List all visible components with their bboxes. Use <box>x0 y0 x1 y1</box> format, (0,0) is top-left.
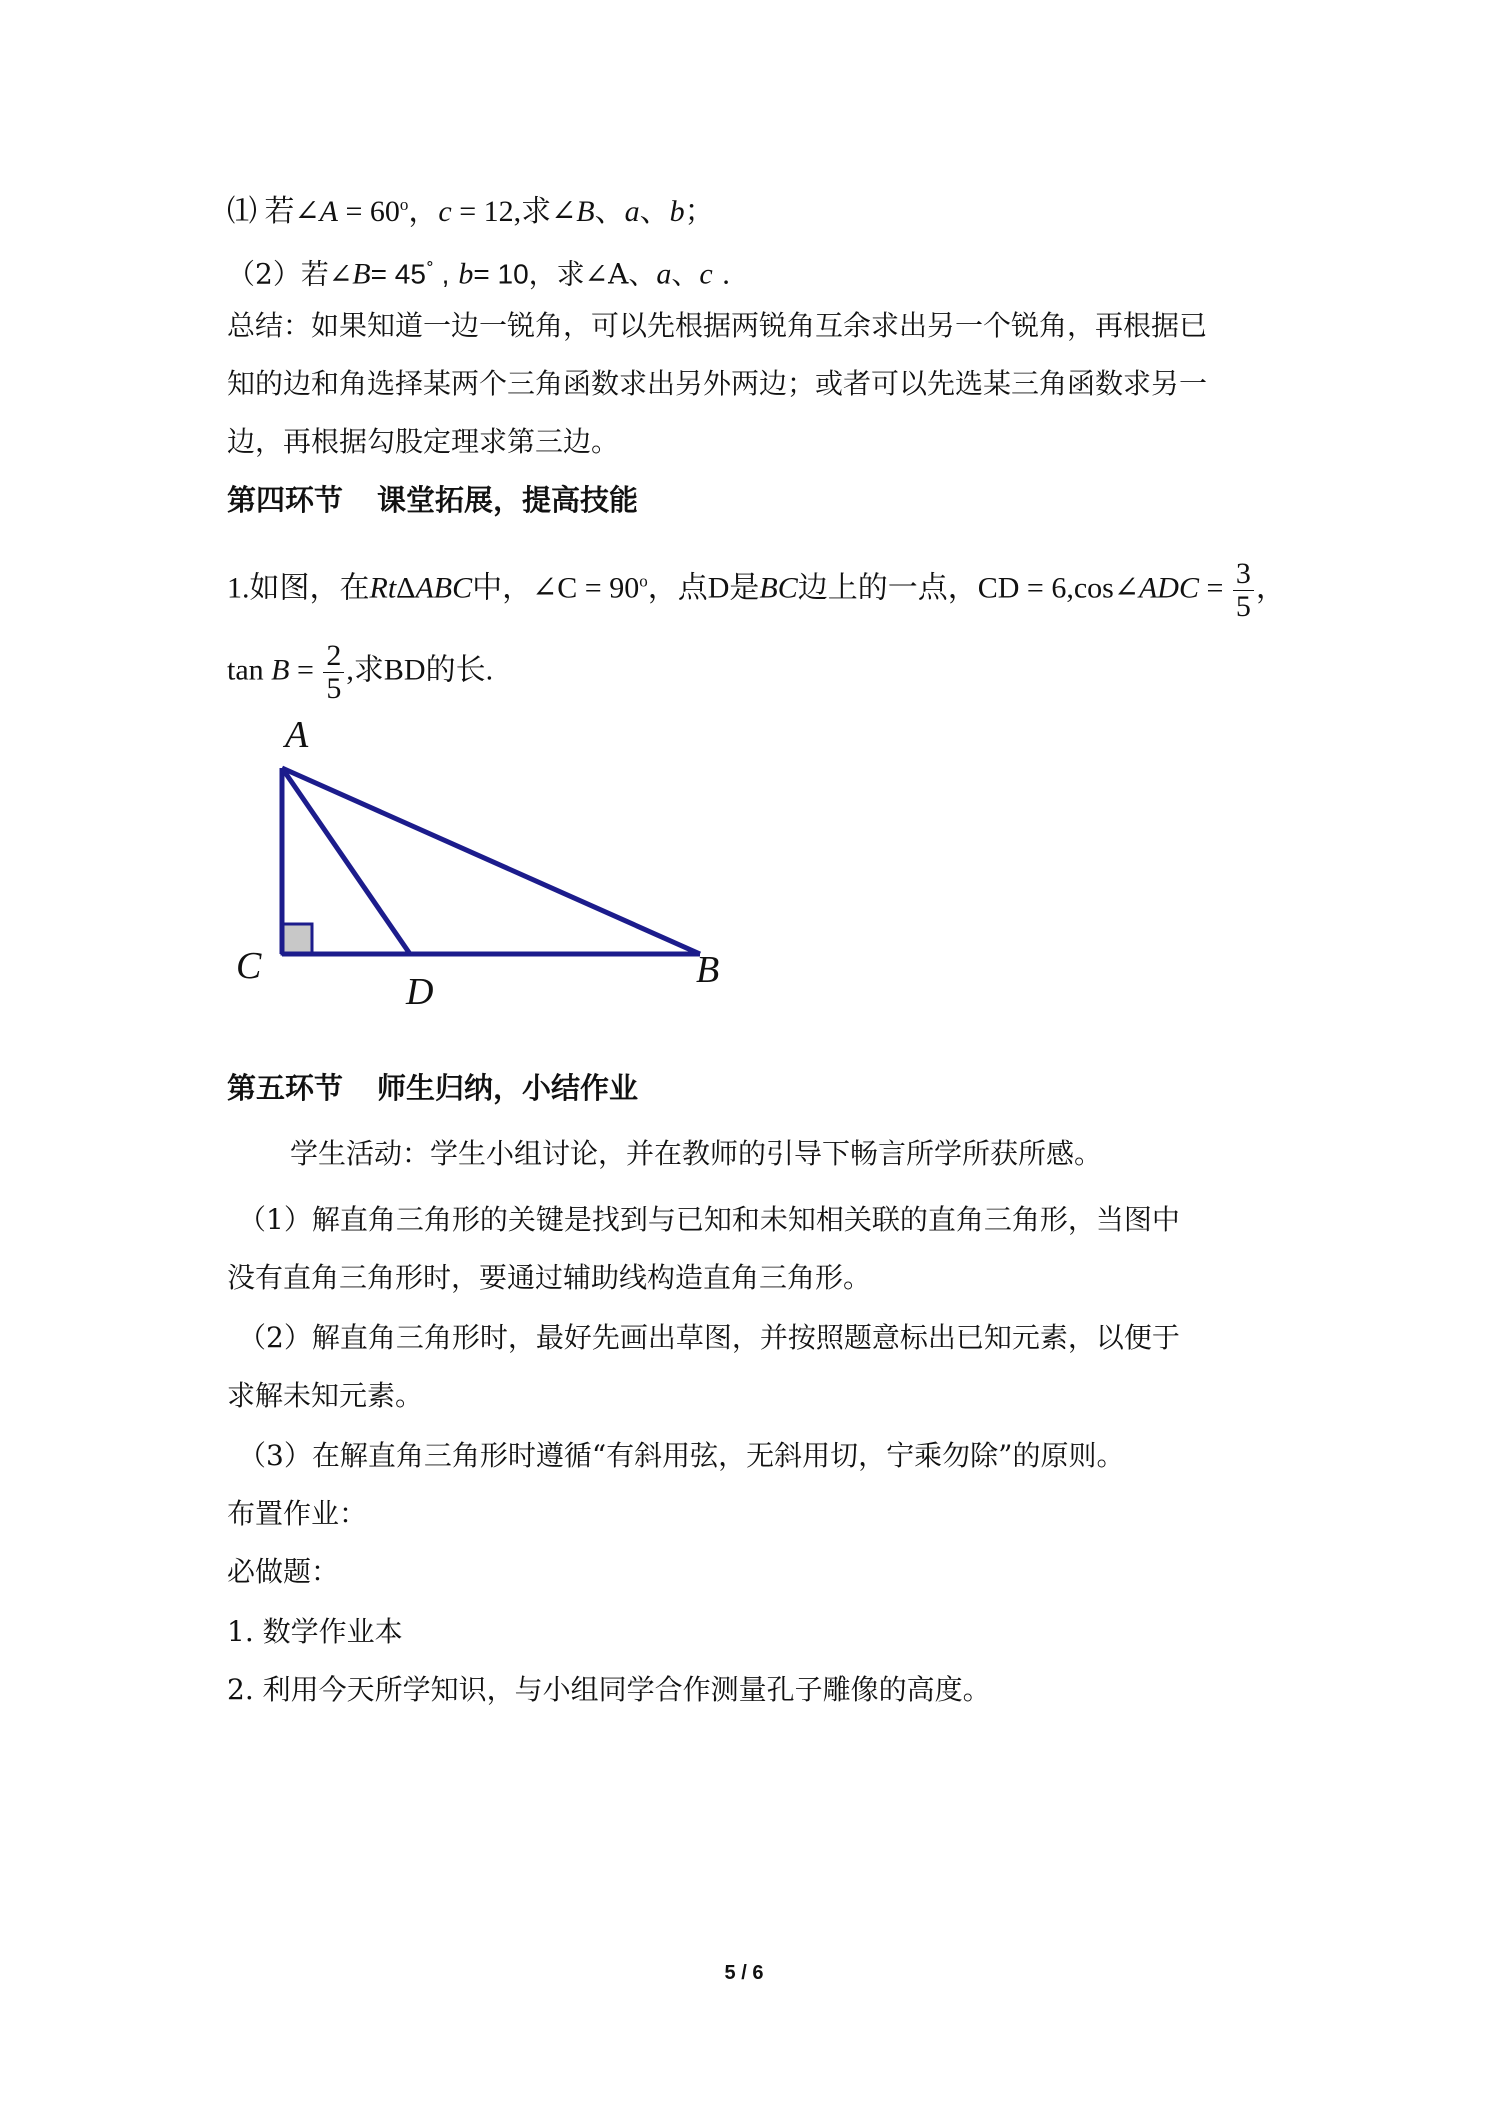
tan-denominator: 5 <box>326 672 342 705</box>
p1-eq60: = 60 <box>337 195 400 228</box>
point-3-line-1: （3）在解直角三角形时遵循“有斜用弦，无斜用切，宁乘勿除”的原则。 <box>238 1439 1125 1472</box>
exercise-comma: ， <box>647 571 678 605</box>
p2-sep: 、 <box>671 257 700 291</box>
exercise-lead: 1.如图，在 <box>227 571 370 605</box>
p1-c: c <box>438 195 452 228</box>
section-5-title: 第五环节 <box>227 1071 344 1105</box>
p2-ask: ，求∠A、 <box>528 257 657 291</box>
tan-numerator: 2 <box>323 640 344 673</box>
exercise-cd-cos: CD = 6,cos∠ <box>977 571 1139 605</box>
p2-b: b <box>458 257 474 291</box>
p1-angle-b: B <box>576 195 595 228</box>
section-4-subtitle: 课堂拓展，提高技能 <box>377 483 639 517</box>
vertex-label-a: A <box>285 714 309 756</box>
point-2-line-2: 求解未知元素。 <box>227 1379 424 1412</box>
exercise-adc: ADC <box>1138 571 1199 605</box>
exercise-tan: tan <box>227 653 272 687</box>
exercise-tan-b: B <box>271 653 290 687</box>
homework-item-1: 1. 数学作业本 <box>227 1615 403 1648</box>
p2-prefix: （2）若∠ <box>227 257 353 291</box>
exercise-eq: = <box>1198 571 1231 605</box>
exercise-zhong: 中， <box>472 571 533 605</box>
vertex-label-b: B <box>696 949 720 991</box>
p1-end: ； <box>684 195 715 228</box>
p1-ask: 求∠ <box>521 195 577 228</box>
p1-comma: ， <box>408 195 439 228</box>
p2-eq45: = 45 <box>370 258 426 290</box>
p1-angle-a: A <box>319 195 338 228</box>
p1-a: a <box>624 195 640 228</box>
section-4-title: 第四环节 <box>227 483 344 517</box>
exercise-bc: BC <box>759 571 798 605</box>
p1-sep1: 、 <box>594 195 625 228</box>
exercise-ask: ,求BD的长. <box>346 653 494 687</box>
summary-line-1: 总结：如果知道一边一锐角，可以先根据两锐角互余求出另一个锐角，再根据已 <box>227 309 1208 342</box>
p1-eq12: = 12, <box>451 195 522 228</box>
exercise-point-d: 点D是 <box>677 571 760 605</box>
summary-line-3: 边，再根据勾股定理求第三边。 <box>227 425 620 458</box>
p1-sep2: 、 <box>639 195 670 228</box>
homework-required: 必做题： <box>227 1555 340 1588</box>
p2-comma: , <box>433 258 450 290</box>
cos-numerator: 3 <box>1233 558 1254 591</box>
right-angle-marker <box>282 924 312 954</box>
exercise-rt: Rt <box>369 571 397 605</box>
p2-a: a <box>656 257 672 291</box>
homework-item-2: 2. 利用今天所学知识，与小组同学合作测量孔子雕像的高度。 <box>227 1673 991 1706</box>
exercise-degree: o <box>639 571 648 591</box>
page-number: 5 / 6 <box>724 1962 764 1984</box>
p2-angle-b: B <box>352 257 371 291</box>
vertex-label-d: D <box>406 971 434 1013</box>
summary-line-2: 知的边和角选择某两个三角函数求出另外两边；或者可以先选某三角函数求另一 <box>227 367 1208 400</box>
exercise-delta: Δ <box>396 571 416 605</box>
point-1-line-2: 没有直角三角形时，要通过辅助线构造直角三角形。 <box>227 1261 872 1294</box>
p1-prefix: ⑴ 若∠ <box>227 195 320 228</box>
section-5-subtitle: 师生归纳，小结作业 <box>377 1071 639 1105</box>
p2-c: c <box>699 257 713 291</box>
point-1-line-1: （1）解直角三角形的关键是找到与已知和未知相关联的直角三角形，当图中 <box>238 1203 1180 1236</box>
p1-degree: o <box>399 195 409 214</box>
p2-degree: ° <box>425 258 434 277</box>
point-2-line-1: （2）解直角三角形时，最好先画出草图，并按照题意标出已知元素，以便于 <box>238 1321 1180 1354</box>
exercise-trail: ， <box>1255 571 1286 605</box>
exercise-abc: ABC <box>415 571 473 605</box>
exercise-tan-eq: = <box>289 653 322 687</box>
section-5-heading <box>227 1068 638 1108</box>
exercise-angle-c: ∠C = 90 <box>532 571 640 605</box>
cos-denominator: 5 <box>1235 590 1251 623</box>
vertex-label-c: C <box>236 945 262 987</box>
homework-title: 布置作业： <box>227 1497 368 1530</box>
p2-end: . <box>712 257 731 291</box>
p2-eq10: = 10 <box>473 258 529 290</box>
p1-b: b <box>669 195 685 228</box>
student-activity: 学生活动：学生小组讨论，并在教师的引导下畅言所学所获所感。 <box>290 1137 1103 1170</box>
exercise-on-side: 边上的一点， <box>797 571 978 605</box>
